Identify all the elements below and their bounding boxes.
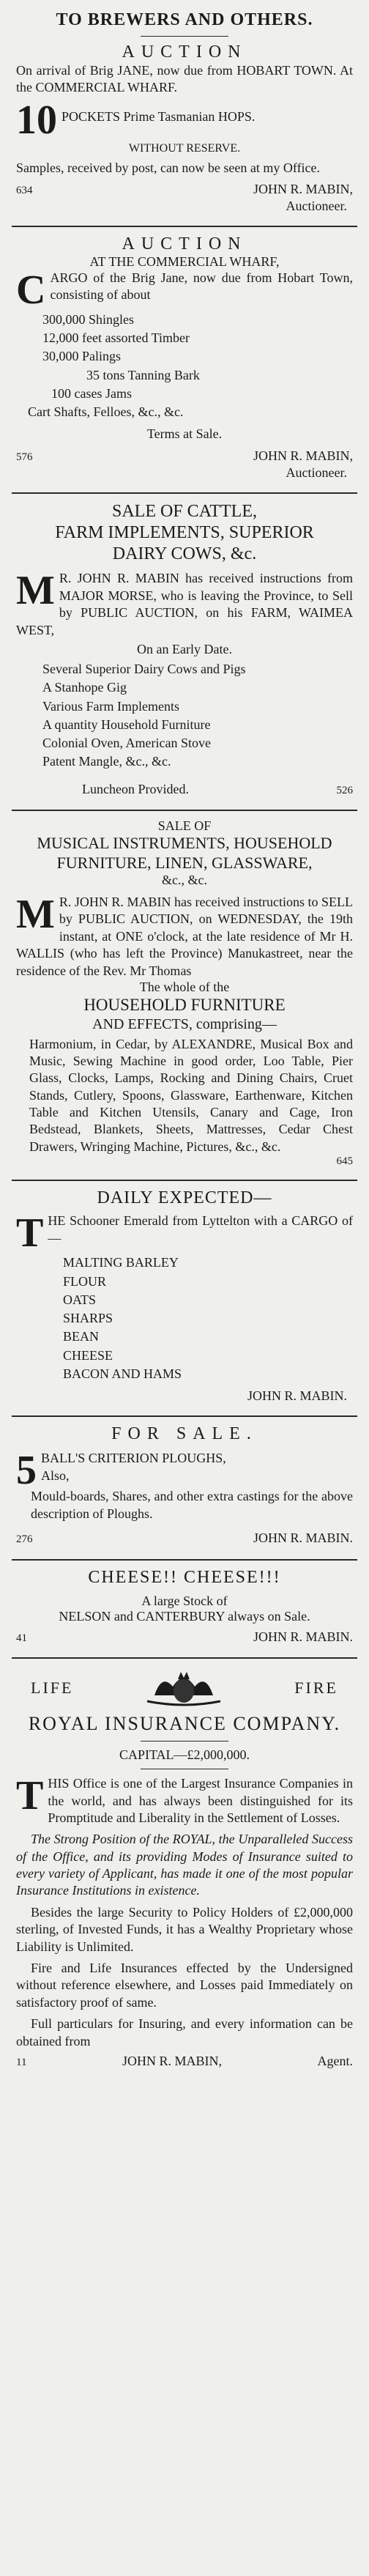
list-item: Several Superior Dairy Cows and Pigs (42, 661, 246, 676)
whole-of: The whole of the (139, 979, 230, 994)
list-item: A Stanhope Gig (42, 680, 127, 695)
ad-ploughs (12, 1417, 357, 1558)
ad-heading: FOR SALE. (111, 1424, 258, 1444)
location: AT THE COMMERCIAL WHARF, (89, 253, 280, 269)
ad-cargo-auction (12, 227, 357, 492)
paragraph: The Strong Position of the ROYAL, the Unparalleled Success of the Office, and its providing Modes of Insurance suited to every variety of Applicant, has made it one of the most popular Insurance Institutions in existence. (16, 1832, 353, 1898)
signature: JOHN R. MABIN. (253, 1629, 353, 1644)
cargo-list (28, 311, 353, 421)
ad-body: Samples, received by post, can now be seen at my Office. (16, 160, 321, 175)
dropcap: C (16, 269, 46, 308)
list-item: Colonial Oven, American Stove (42, 736, 211, 751)
role: Auctioneer. (286, 198, 347, 213)
title-line: FARM IMPLEMENTS, SUPERIOR (55, 522, 314, 542)
list-item: 35 tons Tanning Bark (86, 367, 200, 382)
life-label: LIFE (31, 1679, 74, 1698)
auction-title: AUCTION (122, 42, 247, 62)
divider (141, 36, 228, 37)
list-item: FLOUR (63, 1273, 107, 1289)
paragraph: Full particulars for Insuring, and every information can be obtained from (16, 2016, 353, 2048)
newspaper-column (12, 0, 357, 2081)
stock-line: A large Stock of (141, 1593, 228, 1608)
signature: JOHN R. MABIN. (247, 1388, 347, 1404)
subheading: HOUSEHOLD FURNITURE (83, 995, 286, 1014)
title-line: FURNITURE, LINEN, GLASSWARE, (56, 853, 313, 872)
lot-text: POCKETS Prime Tasmanian HOPS. (61, 108, 256, 124)
cargo-list (63, 1254, 353, 1383)
dropcap: 5 (16, 1450, 37, 1489)
list-item: 100 cases Jams (51, 385, 132, 401)
ad-number: 276 (16, 1533, 33, 1546)
insurance-header (16, 1666, 353, 1710)
terms: WITHOUT RESERVE. (128, 141, 241, 155)
intro-row (16, 1450, 353, 1488)
dropcap: M (16, 570, 55, 614)
items-list (42, 660, 353, 771)
lot-row (16, 100, 353, 138)
paragraph: HIS Office is one of the Largest Insurance Companies in the world, and has always been distinguished for its Promptitude and Liberality in the Settlement of Losses. (48, 1776, 353, 1825)
title-line: MUSICAL INSTRUMENTS, HOUSEHOLD (37, 834, 332, 853)
ad-household-sale (12, 811, 357, 1180)
paragraph: Besides the large Security to Policy Holders of £2,000,000 sterling, of Invested Funds, it has a Wealthy Proprietary whose Liability is Unlimited. (16, 1904, 353, 1954)
list-item: Cart Shafts, Felloes, &c., &c. (28, 404, 184, 420)
ad-body: ARGO of the Brig Jane, now due from Hobart Town, consisting of about (50, 270, 353, 303)
list-item: A quantity Household Furniture (42, 717, 211, 732)
detail-text: Harmonium, in Cedar, by ALEXANDRE, Musical Box and Music, Sewing Machine in good order, Loo Table, Pier Glass, Clocks, Lamps, Rocking and Dining Chairs, Cruet Stands, Cutlery, Spoons, Glassware, Earthenware, Kitchen Table and Kitchen Utensils, Canary and Cage, Iron Bedstead, Blankets, Sheets, Mattresses, Cedar Chest Drawers, Wringing Machine, Pictures, &c., &c. (29, 1036, 353, 1154)
ad-cheese (12, 1561, 357, 1658)
paragraph: Fire and Life Insurances effected by the Undersigned without reference elsewhere, and Losses paid Immediately on satisfactory proof of same. (16, 1961, 353, 2010)
dropcap: T (16, 1775, 44, 1819)
signature: JOHN R. MABIN. (253, 1531, 353, 1546)
dropcap: T (16, 1213, 44, 1251)
intro-row (16, 570, 353, 639)
fire-label: FIRE (294, 1679, 338, 1698)
ad-cattle-sale (12, 494, 357, 810)
ad-body: HE Schooner Emerald from Lyttelton with a CARGO of— (48, 1213, 353, 1246)
footer-note: Luncheon Provided. (82, 781, 189, 796)
ad-royal-insurance (12, 1659, 357, 2081)
ad-number: 645 (336, 1155, 353, 1168)
signature-row (16, 1629, 353, 1646)
signature: JOHN R. MABIN, (253, 182, 353, 197)
stock-line: NELSON and CANTERBURY always on Sale. (59, 1608, 310, 1624)
list-item: Various Farm Implements (42, 698, 179, 714)
signature: JOHN R. MABIN, (253, 448, 353, 464)
ad-number: 634 (16, 185, 33, 197)
signature-row (16, 1530, 353, 1547)
dropcap: 10 (16, 99, 57, 138)
signature-row (16, 448, 353, 465)
capital: CAPITAL—£2,000,000. (119, 1747, 250, 1763)
intro-row (16, 1213, 353, 1251)
ad-number: 11 (16, 2056, 27, 2068)
ad-heading: TO BREWERS AND OTHERS. (56, 10, 313, 29)
title-line: SALE OF (157, 818, 212, 834)
list-item: OATS (63, 1292, 97, 1307)
signature-row (16, 181, 353, 199)
list-item: 30,000 Palings (42, 349, 122, 364)
ad-heading: CHEESE!! CHEESE!!! (88, 1567, 281, 1587)
sale-date: On an Early Date. (137, 641, 232, 656)
signature: JOHN R. MABIN, (122, 2053, 222, 2068)
intro-row (16, 270, 353, 308)
list-item: CHEESE (63, 1347, 113, 1363)
company-title: ROYAL INSURANCE COMPANY. (28, 1713, 341, 1735)
ad-body: R. JOHN R. MABIN has received instructions from MAJOR MORSE, who is leaving the Province, to Sell by PUBLIC AUCTION, on his FARM, WAIMEA WEST, (16, 571, 353, 637)
ad-body: R. JOHN R. MABIN has received instructions to SELL by PUBLIC AUCTION, on WEDNESDAY, the 19th instant, at ONE o'clock, at the late residence of Mr H. WALLIS (who has left the Province) Manukastreet, near the residence of the Rev. Mr Thomas (16, 894, 353, 978)
dropcap: M (16, 893, 55, 937)
subheading: AND EFFECTS, comprising— (92, 1015, 277, 1032)
list-item: BACON AND HAMS (63, 1366, 182, 1382)
ad-intro: On arrival of Brig JANE, now due from HOBART TOWN. At the COMMERCIAL WHARF. (16, 63, 353, 95)
royal-crest-icon (140, 1666, 228, 1710)
ad-number: 526 (336, 784, 353, 796)
signature-row (16, 2053, 353, 2070)
auction-title: AUCTION (122, 234, 247, 253)
title-line: SALE OF CATTLE, (112, 501, 257, 521)
ad-number: 41 (16, 1632, 27, 1644)
ad-brewers-auction (12, 3, 357, 226)
list-item: BEAN (63, 1329, 99, 1344)
product-line: BALL'S CRITERION PLOUGHS, (41, 1451, 226, 1466)
divider (141, 1741, 228, 1742)
also-line: Also, (41, 1467, 70, 1483)
intro-row (16, 894, 353, 980)
title-line: &c., &c. (162, 872, 207, 887)
title-line: DAIRY COWS, &c. (112, 544, 257, 563)
ad-heading: DAILY EXPECTED— (97, 1188, 272, 1208)
list-item: SHARPS (63, 1311, 113, 1326)
role: Auctioneer. (286, 465, 347, 480)
list-item: Patent Mangle, &c., &c. (42, 754, 171, 769)
role: Agent. (317, 2053, 353, 2068)
list-item: MALTING BARLEY (63, 1255, 179, 1270)
footer-row (16, 781, 353, 799)
list-item: 12,000 feet assorted Timber (42, 330, 190, 345)
ad-number: 576 (16, 451, 33, 464)
list-item: 300,000 Shingles (42, 311, 135, 327)
ad-daily-expected (12, 1181, 357, 1415)
ad-body: Mould-boards, Shares, and other extra castings for the above description of Ploughs. (31, 1489, 353, 1521)
intro-row (16, 1775, 353, 1826)
terms: Terms at Sale. (146, 426, 223, 442)
